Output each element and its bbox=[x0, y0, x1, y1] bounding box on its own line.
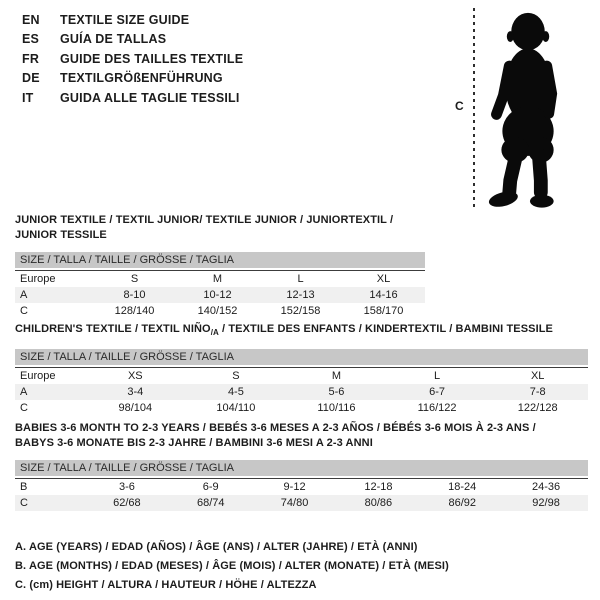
section-junior bbox=[15, 213, 425, 319]
language-code: DE bbox=[22, 71, 40, 86]
table-row bbox=[15, 384, 588, 400]
language-label: TEXTILE SIZE GUIDE bbox=[60, 13, 190, 27]
language-row bbox=[22, 11, 243, 30]
language-row bbox=[22, 89, 243, 108]
language-label: TEXTILGRÖßENFÜHRUNG bbox=[60, 71, 223, 86]
language-code: IT bbox=[22, 90, 34, 105]
table-cell: 80/86 bbox=[364, 496, 393, 509]
table-cell: 152/158 bbox=[280, 304, 321, 317]
babies-size-header-bar: SIZE / TALLA / TAILLE / GRÖSSE / TAGLIA bbox=[15, 460, 588, 476]
section-babies bbox=[15, 421, 588, 511]
section-children bbox=[15, 322, 588, 416]
table-cell: XL bbox=[376, 272, 391, 285]
language-code: FR bbox=[22, 51, 40, 66]
row-label-cell: C bbox=[20, 304, 28, 317]
junior-size-table bbox=[15, 270, 425, 319]
table-cell: 6-9 bbox=[202, 480, 219, 493]
table-row bbox=[15, 495, 588, 511]
table-cell: 14-16 bbox=[369, 288, 398, 301]
table-cell: 86/92 bbox=[448, 496, 476, 509]
table-row bbox=[15, 287, 425, 303]
table-cell: 4-5 bbox=[227, 385, 244, 398]
table-cell: 62/68 bbox=[113, 496, 141, 509]
table-cell: 92/98 bbox=[532, 496, 560, 509]
height-marker-label: C bbox=[455, 99, 464, 113]
toddler-silhouette-icon bbox=[479, 5, 579, 212]
table-cell: 74/80 bbox=[280, 496, 309, 509]
figure-zone bbox=[440, 0, 600, 215]
language-label: GUIDE DES TAILLES TEXTILE bbox=[60, 51, 244, 66]
table-row bbox=[15, 271, 425, 287]
table-cell: S bbox=[130, 272, 139, 285]
table-cell: 12-18 bbox=[364, 480, 393, 493]
row-label-cell: A bbox=[20, 288, 28, 301]
language-row bbox=[22, 30, 243, 49]
children-title-suffix: / TEXTILE DES ENFANTS / KINDERTEXTIL / BAMBINI TESSILE bbox=[218, 323, 553, 335]
language-row bbox=[22, 69, 243, 88]
table-cell: 7-8 bbox=[529, 385, 546, 398]
junior-size-header-bar: SIZE / TALLA / TAILLE / GRÖSSE / TAGLIA bbox=[15, 252, 425, 268]
table-cell: 128/140 bbox=[114, 304, 155, 317]
language-list bbox=[22, 11, 243, 108]
table-cell: 104/110 bbox=[216, 401, 256, 414]
table-cell: 3-6 bbox=[118, 480, 135, 493]
table-cell: XS bbox=[127, 369, 143, 382]
language-code: EN bbox=[22, 13, 40, 27]
table-cell: 140/152 bbox=[197, 304, 238, 317]
table-row bbox=[15, 303, 425, 319]
table-cell: M bbox=[212, 272, 223, 285]
table-cell: 98/104 bbox=[118, 401, 153, 414]
table-cell: 18-24 bbox=[448, 480, 477, 493]
footnote-line: B. AGE (MONTHS) / EDAD (MESES) / ÂGE (MOIS) / ALTER (MONATE) / ETÀ (MESI) bbox=[15, 560, 449, 572]
table-cell: 68/74 bbox=[196, 496, 225, 509]
table-cell: 8-10 bbox=[123, 288, 146, 301]
language-row bbox=[22, 50, 243, 69]
table-cell: 110/116 bbox=[317, 401, 356, 414]
language-label: GUÍA DE TALLAS bbox=[60, 32, 167, 47]
table-row bbox=[15, 479, 588, 495]
row-label-cell: A bbox=[20, 385, 28, 398]
footnotes bbox=[15, 538, 449, 595]
row-label-cell: C bbox=[20, 496, 28, 509]
children-size-header-bar: SIZE / TALLA / TAILLE / GRÖSSE / TAGLIA bbox=[15, 349, 588, 365]
children-section-title bbox=[15, 322, 588, 340]
table-cell: M bbox=[331, 369, 342, 382]
table-cell: 9-12 bbox=[283, 480, 306, 493]
babies-section-title-line2: BABYS 3-6 MONATE BIS 2-3 JAHRE / BAMBINI 3-6 MESI A 2-3 ANNI bbox=[15, 437, 373, 449]
height-dashed-line bbox=[473, 8, 475, 208]
table-cell: 116/122 bbox=[417, 401, 457, 414]
table-cell: 5-6 bbox=[328, 385, 345, 398]
babies-section-title-line1: BABIES 3-6 MONTH TO 2-3 YEARS / BEBÉS 3-6 MESES A 2-3 AÑOS / BÉBÉS 3-6 MOIS À 2-3 ANS / bbox=[15, 422, 536, 434]
table-cell: 24-36 bbox=[532, 480, 561, 493]
table-row bbox=[15, 400, 588, 416]
row-label-cell: C bbox=[20, 401, 28, 414]
table-cell: 122/128 bbox=[517, 401, 558, 414]
table-cell: L bbox=[434, 369, 441, 382]
children-size-table bbox=[15, 367, 588, 416]
row-label-cell: B bbox=[20, 480, 28, 493]
language-label: GUIDA ALLE TAGLIE TESSILI bbox=[60, 90, 240, 105]
row-label-cell: Europe bbox=[20, 369, 56, 382]
language-code: ES bbox=[22, 32, 40, 47]
footnote-line: A. AGE (YEARS) / EDAD (AÑOS) / ÂGE (ANS) / ALTER (JAHRE) / ETÀ (ANNI) bbox=[15, 541, 418, 553]
table-cell: S bbox=[232, 369, 240, 382]
table-cell: XL bbox=[530, 369, 545, 382]
table-cell: 12-13 bbox=[286, 288, 315, 301]
table-cell: L bbox=[297, 272, 304, 285]
children-title-prefix: CHILDREN'S TEXTILE / TEXTIL NIÑO bbox=[15, 323, 211, 335]
table-cell: 3-4 bbox=[127, 385, 144, 398]
children-title-subscript: /A bbox=[210, 328, 219, 338]
junior-section-title: JUNIOR TEXTILE / TEXTIL JUNIOR/ TEXTILE JUNIOR / JUNIORTEXTIL / JUNIOR TESSILE bbox=[15, 214, 394, 241]
table-row bbox=[15, 368, 588, 384]
row-label-cell: Europe bbox=[20, 272, 56, 285]
table-cell: 6-7 bbox=[429, 385, 446, 398]
babies-size-table bbox=[15, 478, 588, 511]
table-cell: 10-12 bbox=[203, 288, 232, 301]
table-cell: 158/170 bbox=[363, 304, 404, 317]
footnote-line: C. (cm) HEIGHT / ALTURA / HAUTEUR / HÖHE / ALTEZZA bbox=[15, 579, 317, 591]
